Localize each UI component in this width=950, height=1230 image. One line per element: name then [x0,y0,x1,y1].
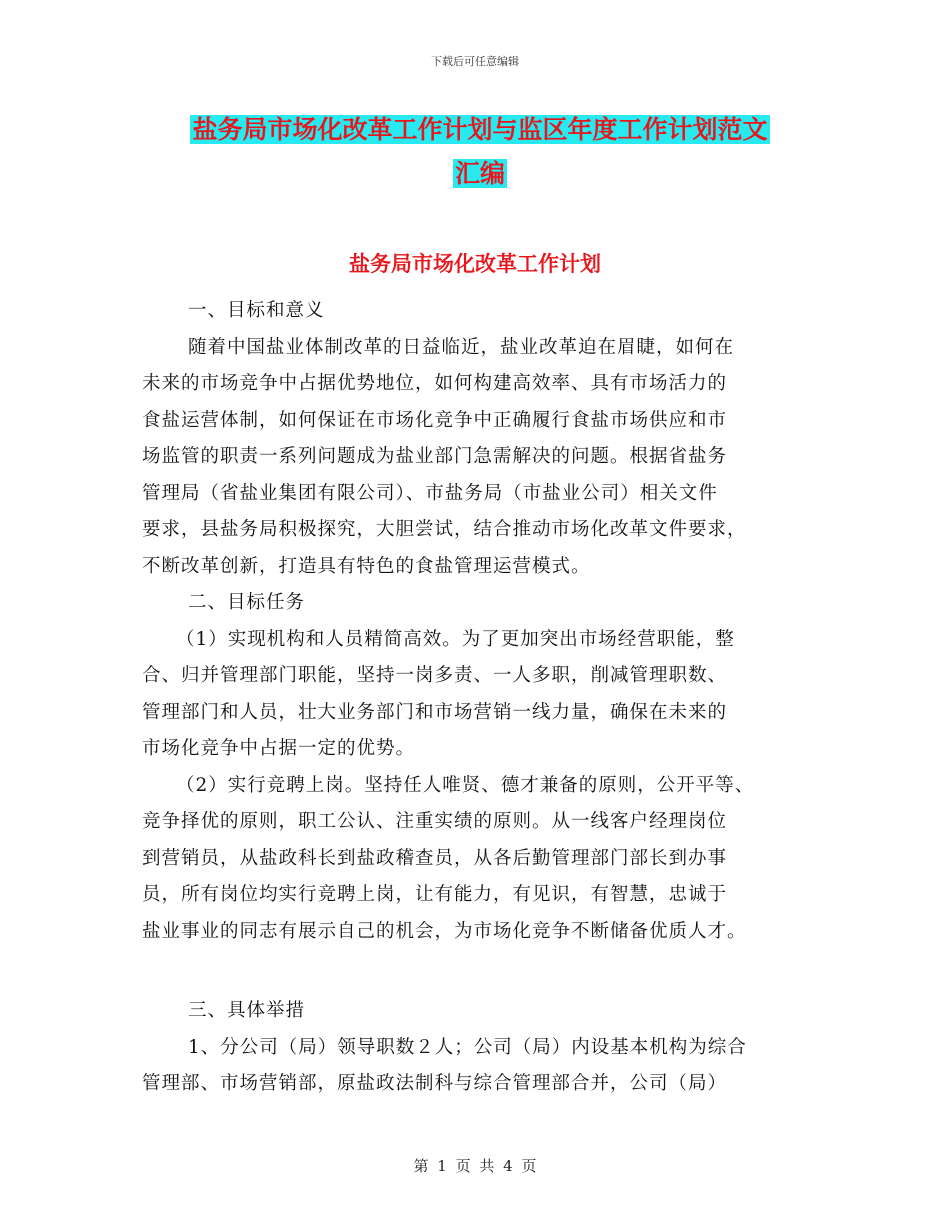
paragraph-line: 场监管的职责一系列问题成为盐业部门急需解决的问题。根据省盐务 [142,446,728,467]
document-title-line-1: 盐务局市场化改革工作计划与监区年度工作计划范文 [192,115,768,144]
heading-measures: 三、具体举措 [188,1000,306,1021]
paragraph-line: 到营销员，从盐政科长到盐政稽查员，从各后勤管理部门部长到办事 [142,847,728,869]
body-block-2 [142,993,817,1103]
document-title [140,108,820,196]
paragraph-line: 管理部、市场营销部，原盐政法制科与综合管理部合并，公司（局） [142,1073,728,1094]
paragraph-line: 管理局（省盐业集团有限公司）、市盐务局（市盐业公司）相关文件 [142,482,718,504]
paragraph-line: 不断改革创新，打造具有特色的食盐管理运营模式。 [142,555,591,577]
page-number: 第 1 页 共 4 页 [413,1157,537,1175]
paragraph-line: （2）实行竞聘上岗。坚持任人唯贤、德才兼备的原则，公开平等、 [176,774,755,796]
paragraph-line: 随着中国盐业体制改革的日益临近，盐业改革迫在眉睫，如何在 [188,336,735,358]
paragraph-line: （1）实现机构和人员精简高效。为了更加突出市场经营职能，整 [176,628,735,650]
paragraph-line: 管理部门和人员，壮大业务部门和市场营销一线力量，确保在未来的 [142,701,728,723]
paragraph-line: 要求，县盐务局积极探究，大胆尝试，结合推动市场化改革文件要求， [142,519,747,540]
paragraph-line: 未来的市场竞争中占据优势地位，如何构建高效率、具有市场活力的 [142,373,728,394]
heading-tasks: 二、目标任务 [188,592,306,613]
heading-goals: 一、目标和意义 [188,300,325,321]
document-title-line-2: 汇编 [454,159,505,188]
paragraph-line: 市场化竞争中占据一定的优势。 [142,738,416,759]
paragraph-line: 盐业事业的同志有展示自己的机会，为市场化竞争不断储备优质人才。 [142,920,747,942]
paragraph-line: 员，所有岗位均实行竞聘上岗，让有能力，有见识，有智慧，忠诚于 [142,884,728,905]
body-block-1 [142,293,817,950]
paragraph-line: 1、分公司（局）领导职数２人；公司（局）内设基本机构为综合 [188,1036,747,1058]
section-title: 盐务局市场化改革工作计划 [349,252,601,276]
paragraph-line: 合、归并管理部门职能，坚持一岗多责、一人多职，削减管理职数、 [142,665,728,686]
paragraph-line: 食盐运营体制，如何保证在市场化竞争中正确履行食盐市场供应和市 [142,409,728,431]
header-note: 下载后可任意编辑 [431,55,519,68]
paragraph-line: 竞争择优的原则，职工公认、注重实绩的原则。从一线客户经理岗位 [142,811,728,832]
